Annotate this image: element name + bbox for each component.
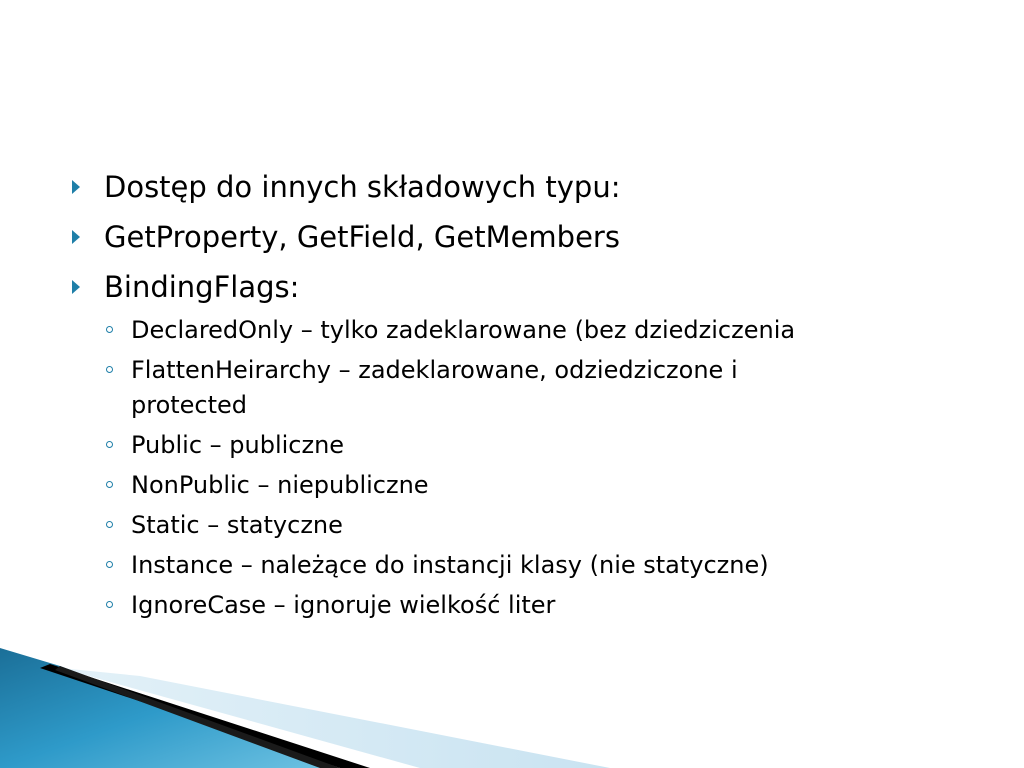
circle-bullet-icon [106, 561, 113, 568]
sub-bullet-item: NonPublic – niepubliczne [131, 471, 429, 499]
triangle-bullet-icon [72, 180, 80, 194]
sub-bullet-continuation: protected [131, 391, 248, 419]
circle-bullet-icon [106, 601, 113, 608]
triangle-bullet-icon [72, 230, 80, 244]
bullet-item: GetProperty, GetField, GetMembers [104, 220, 620, 254]
circle-bullet-icon [106, 441, 113, 448]
circle-bullet-icon [106, 326, 113, 333]
sub-bullet-item: Public – publiczne [131, 431, 345, 459]
bullet-item: Dostęp do innych składowych typu: [104, 170, 621, 204]
sub-bullet-item: Static – statyczne [131, 511, 343, 539]
circle-bullet-icon [106, 521, 113, 528]
bullet-item: BindingFlags: [104, 270, 300, 304]
triangle-bullet-icon [72, 280, 80, 294]
sub-bullet-item: DeclaredOnly – tylko zadeklarowane (bez dziedziczenia [131, 316, 796, 344]
sub-bullet-item: IgnoreCase – ignoruje wielkość liter [131, 591, 556, 619]
circle-bullet-icon [106, 481, 113, 488]
circle-bullet-icon [106, 366, 113, 373]
sub-bullet-item: Instance – należące do instancji klasy (nie statyczne) [131, 551, 769, 579]
sub-bullet-item: FlattenHeirarchy – zadeklarowane, odziedziczone i [131, 356, 738, 384]
